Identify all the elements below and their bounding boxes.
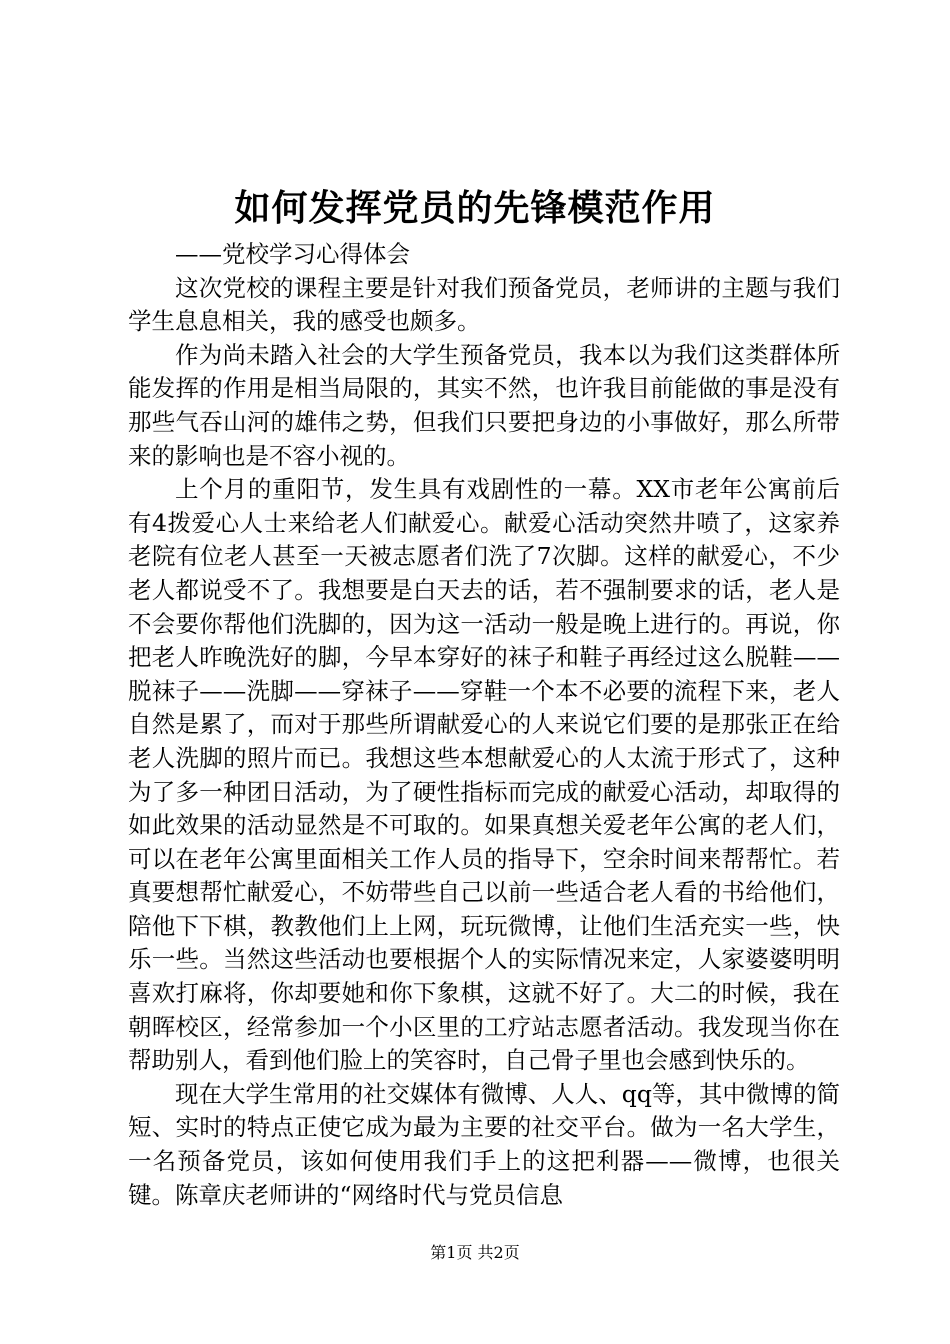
page-number-footer: 第1页 共2页 xyxy=(430,1243,520,1262)
paragraph-4: 现在大学生常用的社交媒体有微博、人人、qq等，其中微博的简短、实时的特点正使它成为最为主要的社交平台。做为一名大学生，一名预备党员，该如何使用我们手上的这把利器——微博，也很关键。陈章庆老师讲的“网络时代与党员信息 xyxy=(128,1079,840,1209)
document-subtitle: ——党校学习心得体会 xyxy=(175,240,410,268)
paragraph-1: 这次党校的课程主要是针对我们预备党员，老师讲的主题与我们学生息息相关，我的感受也颇多。 xyxy=(128,273,840,336)
paragraph-3: 上个月的重阳节，发生具有戏剧性的一幕。XX市老年公寓前后有4拨爱心人士来给老人们献爱心。献爱心活动突然井喷了，这家养老院有位老人甚至一天被志愿者们洗了7次脚。这样的献爱心，不少老人都说受不了。我想要是白天去的话，若不强制要求的话，老人是不会要你帮他们洗脚的，因为这一活动一般是晚上进行的。再说，你把老人昨晚洗好的脚，今早本穿好的袜子和鞋子再经过这么脱鞋——脱袜子——洗脚——穿袜子——穿鞋一个本不必要的流程下来，老人自然是累了，而对于那些所谓献爱心的人来说它们要的是那张正在给老人洗脚的照片而已。我想这些本想献爱心的人太流于形式了，这种为了多一种团日活动，为了硬性指标而完成的献爱心活动，却取得的如此效果的活动显然是不可取的。如果真想关爱老年公寓的老人们，可以在老年公寓里面相关工作人员的指导下，空余时间来帮帮忙。若真要想帮忙献爱心，不妨带些自己以前一些适合老人看的书给他们，陪他下下棋，教教他们上上网，玩玩微博，让他们生活充实一些，快乐一些。当然这些活动也要根据个人的实际情况来定，人家婆婆明明喜欢打麻将，你却要她和你下象棋，这就不好了。大二的时候，我在朝晖校区，经常参加一个小区里的工疗站志愿者活动。我发现当你在帮助别人，看到他们脸上的笑容时，自己骨子里也会感到快乐的。 xyxy=(128,475,840,1075)
document-title: 如何发挥党员的先锋模范作用 xyxy=(234,187,716,229)
document-body xyxy=(128,238,840,1212)
paragraph-2: 作为尚未踏入社会的大学生预备党员，我本以为我们这类群体所能发挥的作用是相当局限的，其实不然，也许我目前能做的事是没有那些气吞山河的雄伟之势，但我们只要把身边的小事做好，那么所带来的影响也是不容小视的。 xyxy=(128,340,840,470)
